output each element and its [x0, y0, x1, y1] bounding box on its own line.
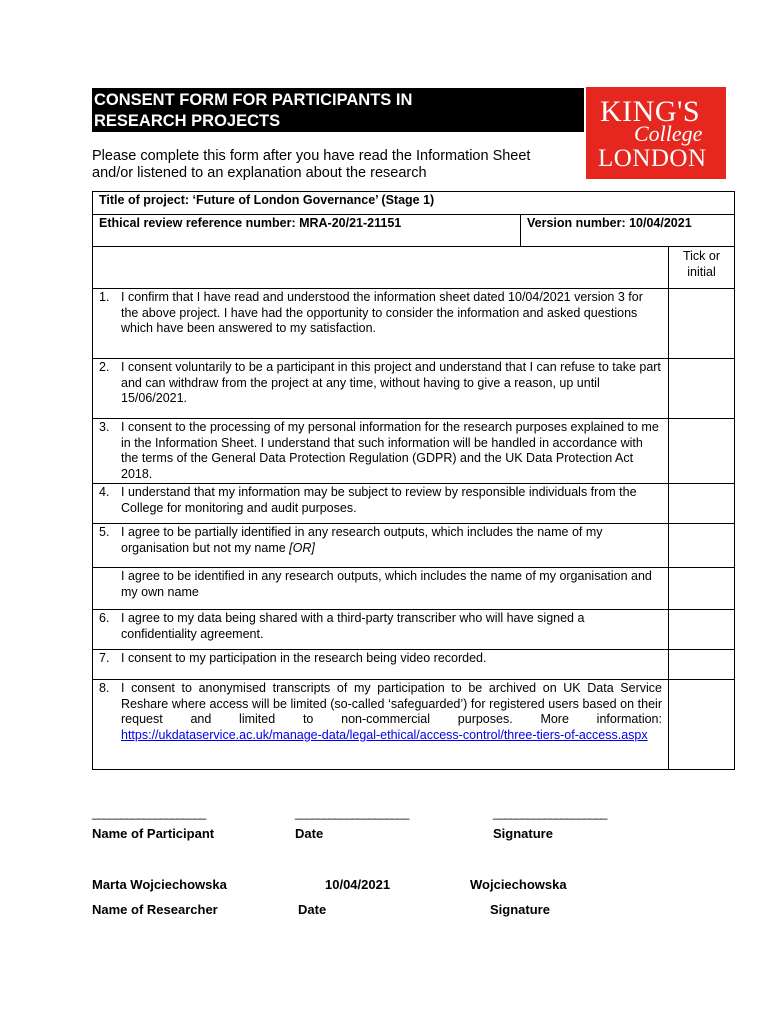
- item-number: [99, 569, 121, 600]
- consent-item-3: [93, 419, 669, 484]
- consent-item-8: [93, 680, 669, 770]
- tick-box-3[interactable]: [669, 419, 735, 484]
- form-title: [92, 88, 584, 132]
- tick-box-5[interactable]: [669, 524, 735, 568]
- access-tiers-link[interactable]: https://ukdataservice.ac.uk/manage-data/legal-ethical/access-control/three-tiers-of-access.aspx: [121, 727, 648, 742]
- researcher-date-value: 10/04/2021: [325, 877, 391, 892]
- logo-line1: KING'S: [600, 95, 701, 128]
- item-text: I agree to be identified in any research outputs, which includes the name of my organisation and my own name: [121, 569, 652, 599]
- participant-signature-line[interactable]: ____________________: [493, 806, 607, 820]
- item-number: 3.: [99, 420, 110, 434]
- participant-date-label: Date: [295, 826, 324, 841]
- form-title-line2: RESEARCH PROJECTS: [94, 112, 281, 130]
- participant-name-label: Name of Participant: [92, 826, 215, 841]
- item-number: 6.: [99, 611, 110, 625]
- instructions-line2: and/or listened to an explanation about the research: [92, 165, 427, 181]
- consent-item-1: [93, 289, 669, 359]
- item-number: 8.: [99, 681, 110, 695]
- project-title: Title of project: ‘Future of London Governance’ (Stage 1): [93, 192, 735, 215]
- item-text: I agree to my data being shared with a third-party transcriber who will have signed a confidentiality agreement.: [121, 611, 585, 641]
- consent-item-5: [93, 524, 669, 568]
- tick-box-7[interactable]: [669, 650, 735, 680]
- item-number: 4.: [99, 485, 110, 499]
- item-number: 5.: [99, 525, 110, 539]
- logo-line2: College: [634, 121, 703, 146]
- item-number: 1.: [99, 290, 110, 304]
- item-text: I understand that my information may be subject to review by responsible individuals from the College for monitoring and audit purposes.: [121, 485, 637, 515]
- item-text: I consent voluntarily to be a participant in this project and understand that I can refuse to take part and can withdraw from the project at any time, without having to give a reason, up until 15/06/2021.: [121, 360, 661, 405]
- ethics-reference: Ethical review reference number: MRA-20/21-21151: [93, 215, 521, 247]
- header-spacer: [93, 247, 669, 289]
- participant-signature-label: Signature: [493, 826, 553, 841]
- item-number: 2.: [99, 360, 110, 374]
- researcher-name-value: Marta Wojciechowska: [92, 877, 227, 892]
- consent-table: [92, 191, 735, 770]
- consent-item-5b: [93, 568, 669, 610]
- tick-header: Tick or initial: [669, 247, 735, 289]
- researcher-signature-label: Signature: [490, 902, 550, 917]
- participant-date-line[interactable]: ____________________: [295, 806, 409, 820]
- tick-box-8[interactable]: [669, 680, 735, 770]
- form-title-line1: CONSENT FORM FOR PARTICIPANTS IN: [94, 91, 413, 109]
- instructions-line1: Please complete this form after you have read the Information Sheet: [92, 148, 531, 164]
- tick-box-6[interactable]: [669, 610, 735, 650]
- tick-box-1[interactable]: [669, 289, 735, 359]
- tick-box-5b[interactable]: [669, 568, 735, 610]
- or-marker: [OR]: [289, 540, 315, 555]
- item-number: 7.: [99, 651, 110, 665]
- researcher-name-label: Name of Researcher: [92, 902, 218, 917]
- participant-name-line[interactable]: ____________________: [92, 806, 206, 820]
- item-text: I consent to my participation in the research being video recorded.: [121, 651, 487, 665]
- consent-item-7: [93, 650, 669, 680]
- item-text: I consent to the processing of my personal information for the research purposes explained to me in the Information Sheet. I understand that such information will be handled in accordance with the terms of the General Data Protection Regulation (GDPR) and the UK Data Protection Act 2018.: [121, 420, 659, 481]
- tick-box-2[interactable]: [669, 359, 735, 419]
- item-text: I consent to anonymised transcripts of my participation to be archived on UK Data Service Reshare where access will be limited (so-called ‘safeguarded’) for registered users based on their request and limited to non-commercial purposes. More information:: [121, 681, 662, 726]
- logo-line3: LONDON: [598, 145, 707, 172]
- consent-item-4: [93, 484, 669, 524]
- researcher-date-label: Date: [298, 902, 327, 917]
- kings-college-london-logo: [586, 87, 726, 179]
- item-text: I confirm that I have read and understood the information sheet dated 10/04/2021 version 3 for the above project. I have had the opportunity to consider the information and asked questions which have been answered to my satisfaction.: [121, 290, 643, 335]
- tick-box-4[interactable]: [669, 484, 735, 524]
- consent-item-6: [93, 610, 669, 650]
- instructions: [92, 148, 582, 182]
- item-text: I agree to be partially identified in any research outputs, which includes the name of my organisation but not my name: [121, 525, 603, 555]
- consent-item-2: [93, 359, 669, 419]
- researcher-signature-value: Wojciechowska: [470, 877, 567, 892]
- version-number: Version number: 10/04/2021: [521, 215, 735, 247]
